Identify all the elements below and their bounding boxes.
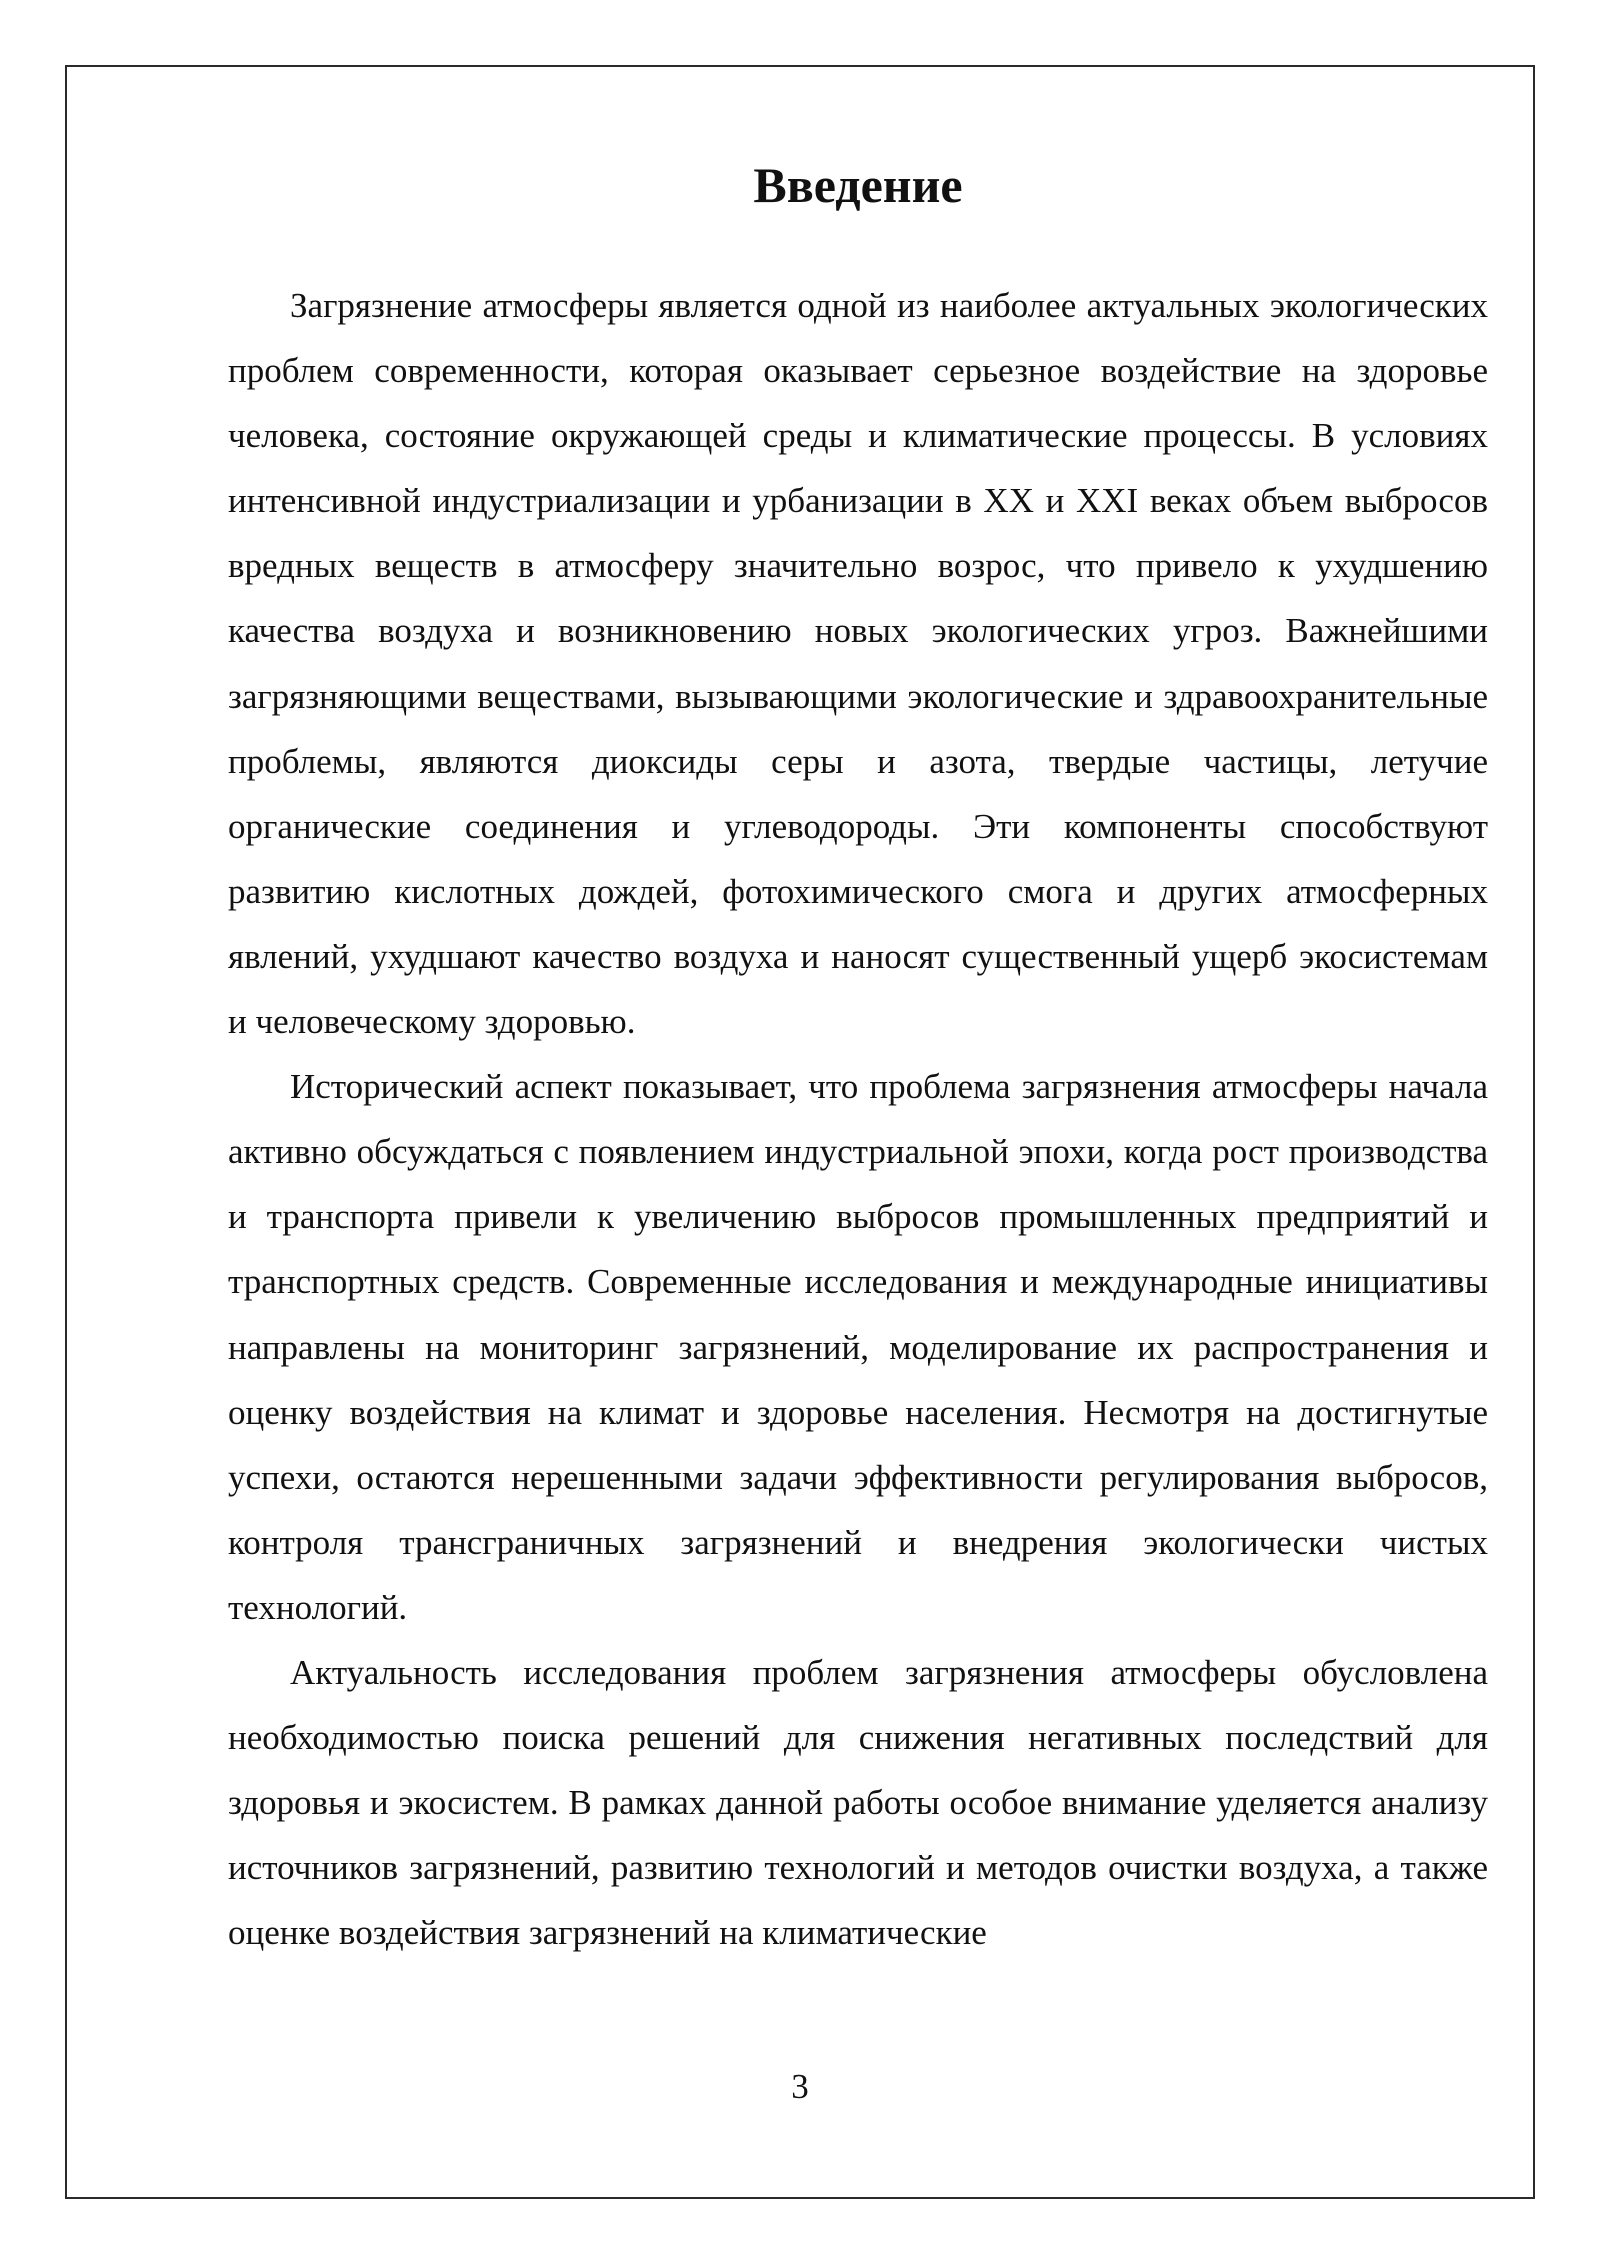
document-body	[228, 150, 1488, 1965]
paragraph-1: Загрязнение атмосферы является одной из наиболее актуальных экологических проблем современности, которая оказывает серьезное воздействие на здоровье человека, состояние окружающей среды и климатические процессы. В условиях интенсивной индустриализации и урбанизации в XX и XXI веках объем выбросов вредных веществ в атмосферу значительно возрос, что привело к ухудшению качества воздуха и возникновению новых экологических угроз. Важнейшими загрязняющими веществами, вызывающими экологические и здравоохранительные проблемы, являются диоксиды серы и азота, твердые частицы, летучие органические соединения и углеводороды. Эти компоненты способствуют развитию кислотных дождей, фотохимического смога и других атмосферных явлений, ухудшают качество воздуха и наносят существенный ущерб экосистемам и человеческому здоровью.	[228, 286, 1488, 1042]
page-number: 3	[791, 2067, 809, 2106]
paragraph-2: Исторический аспект показывает, что проблема загрязнения атмосферы начала активно обсуждаться с появлением индустриальной эпохи, когда рост производства и транспорта привели к увеличению выбросов промышленных предприятий и транспортных средств. Современные исследования и международные инициативы направлены на мониторинг загрязнений, моделирование их распространения и оценку воздействия на климат и здоровье населения. Несмотря на достигнутые успехи, остаются нерешенными задачи эффективности регулирования выбросов, контроля трансграничных загрязнений и внедрения экологически чистых технологий.	[228, 1067, 1488, 1627]
paragraph-3: Актуальность исследования проблем загрязнения атмосферы обусловлена необходимостью поиска решений для снижения негативных последствий для здоровья и экосистем. В рамках данной работы особое внимание уделяется анализу источников загрязнений, развитию технологий и методов очистки воздуха, а также оценке воздействия загрязнений на климатические	[228, 1652, 1488, 1953]
page-title: Введение	[753, 157, 963, 213]
